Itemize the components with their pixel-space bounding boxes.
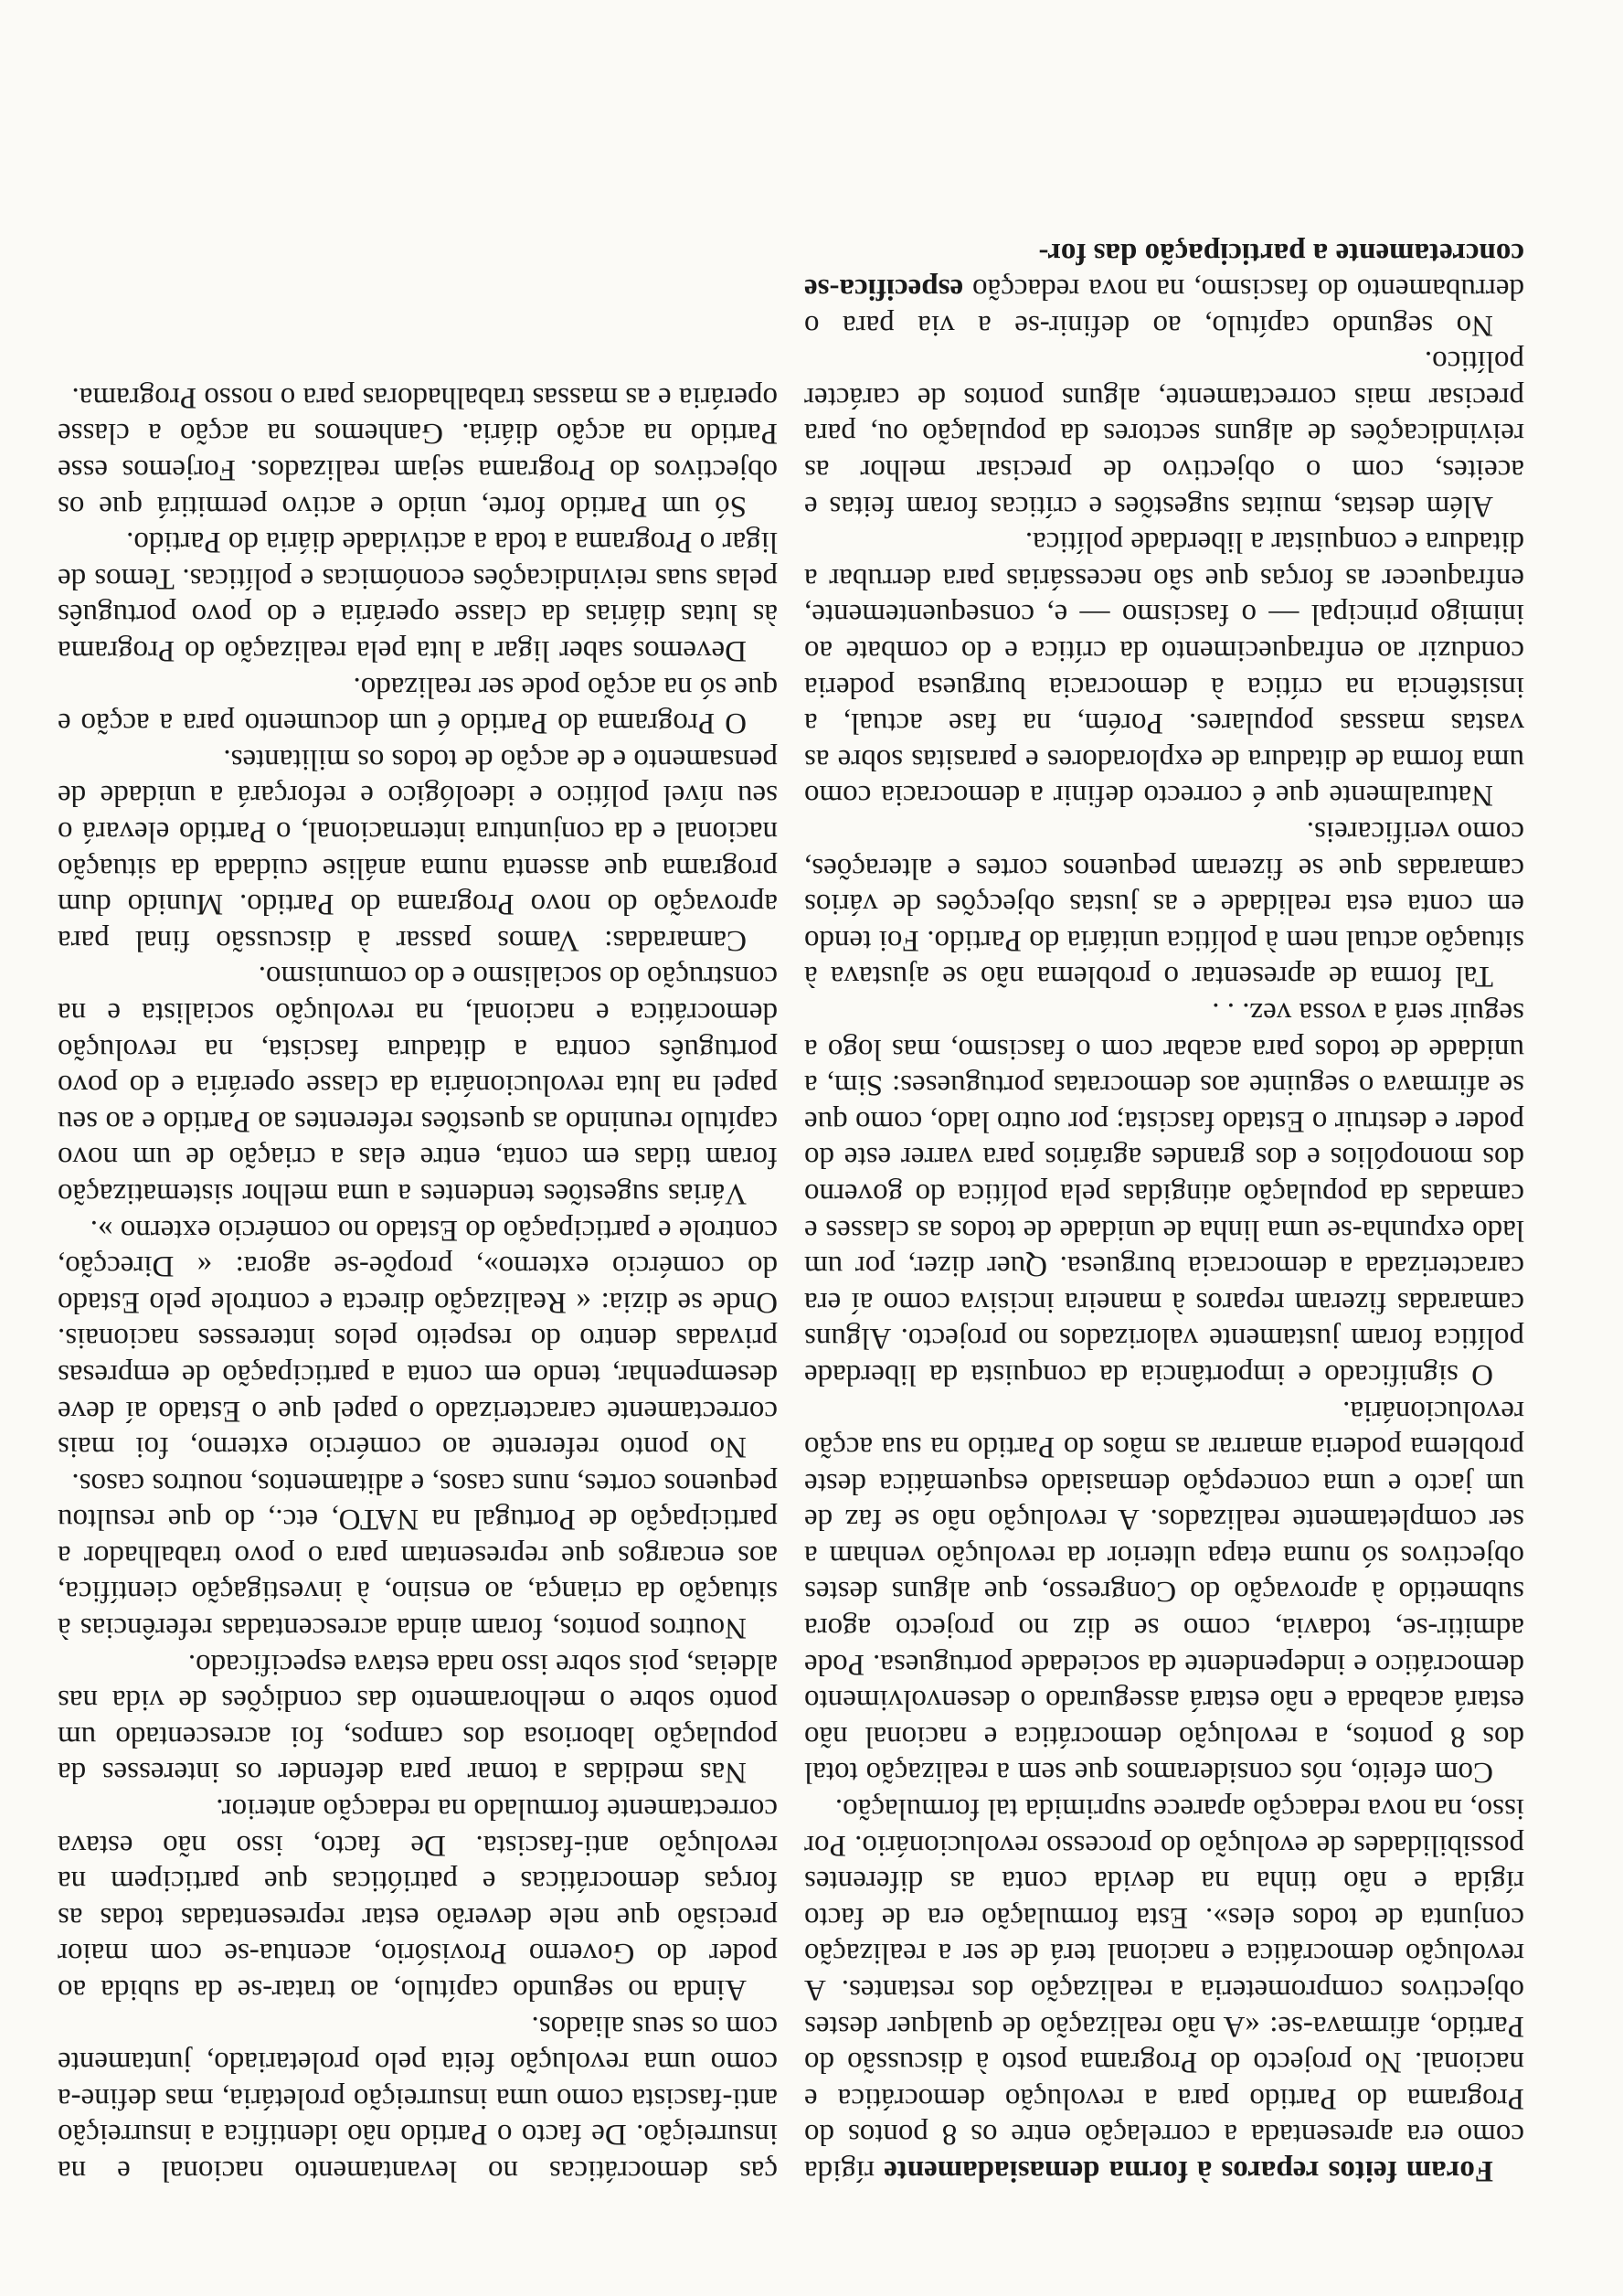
paragraph-continuation: ças democráticas no levantamento nacional e na insurreição. De facto o Partido não identifica a insurreição anti-fascista como uma insurreição proletária, mas define-a como uma revolução feita pelo proletariado, juntamente com os seus aliados. — [58, 2009, 778, 2187]
bold-phrase: especifica-se concretamente a participação das for- — [804, 236, 1524, 306]
right-column — [58, 378, 778, 2188]
left-column — [804, 234, 1524, 2188]
paragraph: No ponto referente ao comércio externo, foi mais correctamente caracterizado o papel que o Estado aí deve desempenhar, tendo em conta a participação de empresas privadas dentro do respeito pelos interesses nacionais. Onde se dizia: « Realização directa e controle pelo Estado do comércio externo», propõe-se agora: « Direcção, controle e participação do Estado no comércio externo ». — [58, 1213, 778, 1464]
paragraph: Ainda no segundo capítulo, ao tratar-se da subida ao poder do Governo Provisório, acentua-se com maior precisão que nele deverão estar representadas todas as forças democráticas e patrióticas que participem na revolução anti-fascista. De facto, isso não estava correctamente formulado na redacção anterior. — [58, 1792, 778, 2007]
paragraph: Com efeito, nós consideramos que sem a realização total dos 8 pontos, a revolução democrática e nacional não estará acabada e não estará assegurado o desenvolvimento democrático e independente da sociedade portuguesa. Pode admitir-se, todavia, como se diz no projecto agora submetido à aprovação do Congresso, que alguns destes objectivos só numa etapa ulterior da revolução venham a ser completamente realizados. A revolução não se faz de um jacto e uma concepção demasiado esquemática deste problema poderia amarrar as mãos do Partido na sua acção revolucionária. — [804, 1394, 1524, 1790]
paragraph: O Programa do Partido é um documento para a acção e que só na acção pode ser realizado. — [58, 670, 778, 740]
paragraph-text: No segundo capítulo, ao definir-se a via para o derrubamento do fascismo, na nova redacção — [804, 272, 1524, 342]
paragraph — [804, 234, 1524, 343]
paragraph-text: rígida como era apresentada a correlação entre os 8 pontos do Programa do Partido para a revolução democrática e nacional. No projecto do Programa posto à discussão do Partido, afirmava-se: «A não realização de qualquer destes objectivos comprometeria a realização dos restantes. A revolução democrática e nacional terá de ser a realização conjunta de todos eles». Esta formulação era de facto rígida e não tinha na devida conta as diferentes possibilidades de evolução do processo revolucionário. Por isso, na nova redacção aparece suprimida tal formulação. — [804, 1792, 1524, 2187]
paragraph: Devemos saber ligar a luta pela realização do Programa às lutas diárias da classe operária e do povo português pelas suas reivindicações económicas e políticas. Temos de ligar o Programa a toda a actividade diária do Partido. — [58, 526, 778, 668]
paragraph: Além destas, muitas sugestões e críticas foram feitas e aceites, com o objectivo de precisar melhor as reivindicações de alguns sectores da população ou, para precisar mais correctamente, alguns pontos de carácter político. — [804, 345, 1524, 523]
paragraph: Várias sugestões tendentes a uma melhor sistematização foram tidas em conta, entre elas a criação de um novo capítulo reunindo as questões referentes ao Partido e ao seu papel na luta revolucionária da classe operária e do povo português contra a ditadura fascista, na revolução democrática e nacional, na revolução socialista e na construção do socialismo e do comunismo. — [58, 960, 778, 1210]
paragraph: Noutros pontos, foram ainda acrescentadas referências à situação da criança, ao ensino, à investigação científica, aos encargos que representam para o povo trabalhador a participação de Portugal na NATO, etc., do que resultou pequenos cortes, nuns casos, e aditamentos, noutros casos. — [58, 1466, 778, 1645]
paragraph: Camaradas: Vamos passar à discussão final para aprovação do novo Programa do Partido. Munido dum programa que assenta numa análise cuidada da situação nacional e da conjuntura internacional, o Partido elevará o seu nível político e ideológico e reforçará a unidade de pensamento e de acção de todos os militantes. — [58, 742, 778, 957]
paragraph — [804, 1790, 1524, 2188]
paragraph: Tal forma de apresentar o problema não se ajustava à situação actual nem à política unitária do Partido. Foi tendo em conta esta realidade e as justas objecções de vários camaradas que se fizeram pequenos cortes e alterações, como verificareis. — [804, 815, 1524, 994]
paragraph: Só um Partido forte, unido e activo permitirá que os objectivos do Programa sejam realizados. Forjemos esse Partido na acção diária. Ganhemos na acção a classe operária e as massas trabalhadoras para o nosso Programa. — [58, 380, 778, 523]
bold-lead-in: Foram feitos reparos à forma demasiadamente — [884, 2154, 1493, 2187]
paragraph: Naturalmente que é correcto definir a democracia como uma forma de ditadura de exploradores e parasitas sobre as vastas massas populares. Porém, na fase actual, a insistência na crítica à democracia burguesa poderia conduzir ao enfraquecimento da crítica e do combate ao inimigo principal — o fascismo — e, consequentemente, enfraquecer as forças que são necessárias para derrubar a ditadura e conquistar a liberdade política. — [804, 526, 1524, 813]
paragraph: O significado e importância da conquista da liberdade política foram justamente valorizados no projecto. Alguns camaradas fizeram reparos à maneira incisiva como aí era caracterizada a democracia burguesa. Quer dizer, por um lado expunha-se uma linha de unidade de todos as classes e camadas da população atingidas pela política do governo dos monopólios e dos grandes agrários para varrer este do poder e destruir o Estado fascista; por outro lado, como que se afirmava o seguinte aos democratas portugueses: Sim, a unidade de todos para acabar com o fascismo, mas logo a seguir será a vossa vez. . . — [804, 996, 1524, 1391]
paragraph: Nas medidas a tomar para defender os interesses da população laboriosa dos campos, foi acrescentado um ponto sobre o melhoramento das condições de vida nas aldeias, pois sobre isso nada estava especificado. — [58, 1647, 778, 1790]
